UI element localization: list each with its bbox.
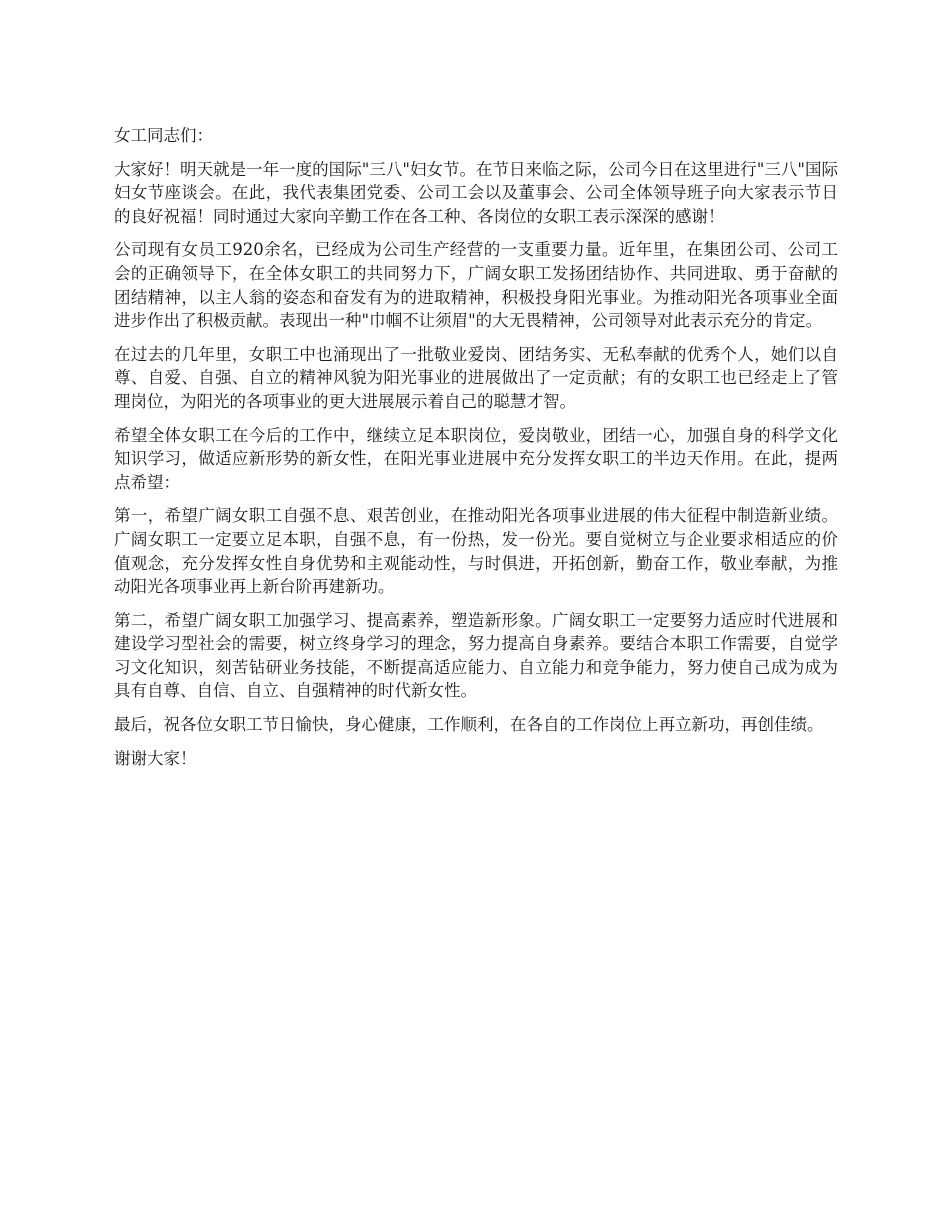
paragraph-past-achievements: 在过去的几年里，女职工中也涌现出了一批敬业爱岗、团结务实、无私奉献的优秀个人，她们以自尊、自爱、自强、自立的精神风貌为阳光事业的进展做出了一定贡献；有的女职工也已经走上了管理岗位，为阳光的各项事业的更大进展展示着自己的聪慧才智。	[114, 344, 838, 411]
paragraph-company-overview: 公司现有女员工920余名，已经成为公司生产经营的一支重要力量。近年里，在集团公司、公司工会的正确领导下，在全体女职工的共同努力下，广阔女职工发扬团结协作、共同进取、勇于奋献的团结精神，以主人翁的姿态和奋发有为的进取精神，积极投身阳光事业。为推动阳光各项事业全面进步作出了积极贡献。表现出一种"巾帼不让须眉"的大无畏精神，公司领导对此表示充分的肯定。	[114, 240, 838, 331]
closing-thanks: 谢谢大家！	[114, 748, 197, 768]
salutation: 女工同志们：	[114, 126, 213, 145]
paragraph-hope-second: 第二，希望广阔女职工加强学习、提高素养，塑造新形象。广阔女职工一定要努力适应时代进展和建设学习型社会的需要，树立终身学习的理念，努力提高自身素养。要结合本职工作需要，自觉学习文化知识，刻苦钻研业务技能，不断提高适应能力、自立能力和竞争能力，努力使自己成为成为具有自尊、自信、自立、自强精神的时代新女性。	[114, 610, 838, 701]
paragraph-greeting: 大家好！明天就是一年一度的国际"三八"妇女节。在节日来临之际，公司今日在这里进行"三八"国际妇女节座谈会。在此，我代表集团党委、公司工会以及董事会、公司全体领导班子向大家表示节日的良好祝福！同时通过大家向辛勤工作在各工种、各岗位的女职工表示深深的感谢！	[114, 159, 838, 226]
paragraph-hope-first: 第一，希望广阔女职工自强不息、艰苦创业，在推动阳光各项事业进展的伟大征程中制造新业绩。广阔女职工一定要立足本职，自强不息，有一份热，发一份光。要自觉树立与企业要求相适应的价值观念，充分发挥女性自身优势和主观能动性，与时俱进，开拓创新，勤奋工作，敬业奉献，为推动阳光各项事业再上新台阶再建新功。	[114, 506, 838, 597]
paragraph-hopes-intro: 希望全体女职工在今后的工作中，继续立足本职岗位，爱岗敬业，团结一心，加强自身的科学文化知识学习，做适应新形势的新女性，在阳光事业进展中充分发挥女职工的半边天作用。在此，提两点希望：	[114, 425, 838, 492]
paragraph-wishes: 最后，祝各位女职工节日愉快，身心健康，工作顺利，在各自的工作岗位上再立新功，再创佳绩。	[114, 715, 824, 735]
document-page	[114, 124, 838, 780]
